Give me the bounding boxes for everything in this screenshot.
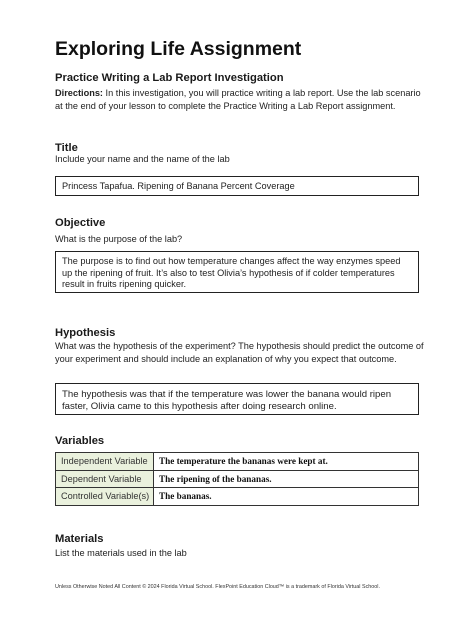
page-title: Exploring Life Assignment bbox=[55, 38, 302, 60]
directions-label: Directions: bbox=[55, 88, 103, 98]
directions-paragraph bbox=[55, 87, 425, 112]
independent-variable-value[interactable]: The temperature the bananas were kept at. bbox=[154, 453, 419, 471]
directions-text: In this investigation, you will practice writing a lab report. Use the lab scenario at the end of your lesson to complete the Practice Writing a Lab Report assignment. bbox=[55, 88, 421, 111]
materials-section-prompt: List the materials used in the lab bbox=[55, 548, 187, 558]
objective-section-prompt: What is the purpose of the lab? bbox=[55, 234, 183, 244]
materials-section-heading: Materials bbox=[55, 533, 104, 545]
hypothesis-section-heading: Hypothesis bbox=[55, 327, 116, 339]
hypothesis-answer-field[interactable]: The hypothesis was that if the temperature was lower the banana would ripen faster, Olivia came to this hypothesis after doing research online. bbox=[55, 383, 419, 415]
controlled-variables-label: Controlled Variable(s) bbox=[56, 488, 154, 506]
dependent-variable-value[interactable]: The ripening of the bananas. bbox=[154, 470, 419, 488]
assignment-subtitle: Practice Writing a Lab Report Investigation bbox=[55, 72, 284, 84]
independent-variable-label: Independent Variable bbox=[56, 453, 154, 471]
table-row bbox=[56, 470, 419, 488]
copyright-footer: Unless Otherwise Noted All Content © 2024 Florida Virtual School. FlexPoint Education Cloud™ is a trademark of Florida Virtual School. bbox=[55, 584, 380, 590]
table-row bbox=[56, 488, 419, 506]
variables-section-heading: Variables bbox=[55, 435, 105, 447]
title-answer-field[interactable]: Princess Tapafua. Ripening of Banana Percent Coverage bbox=[55, 176, 419, 196]
objective-section-heading: Objective bbox=[55, 217, 106, 229]
variables-table bbox=[55, 452, 419, 506]
title-section-heading: Title bbox=[55, 142, 78, 154]
controlled-variables-value[interactable]: The bananas. bbox=[154, 488, 419, 506]
title-section-prompt: Include your name and the name of the lab bbox=[55, 154, 230, 164]
objective-answer-field[interactable]: The purpose is to find out how temperature changes affect the way enzymes speed up the ripening of fruit. It’s also to test Olivia’s hypothesis of if colder temperatures result in fruits ripening quicker. bbox=[55, 251, 419, 293]
hypothesis-section-prompt: What was the hypothesis of the experiment? The hypothesis should predict the outcome of your experiment and should include an explanation of why you expect that outcome. bbox=[55, 341, 424, 364]
dependent-variable-label: Dependent Variable bbox=[56, 470, 154, 488]
table-row bbox=[56, 453, 419, 471]
